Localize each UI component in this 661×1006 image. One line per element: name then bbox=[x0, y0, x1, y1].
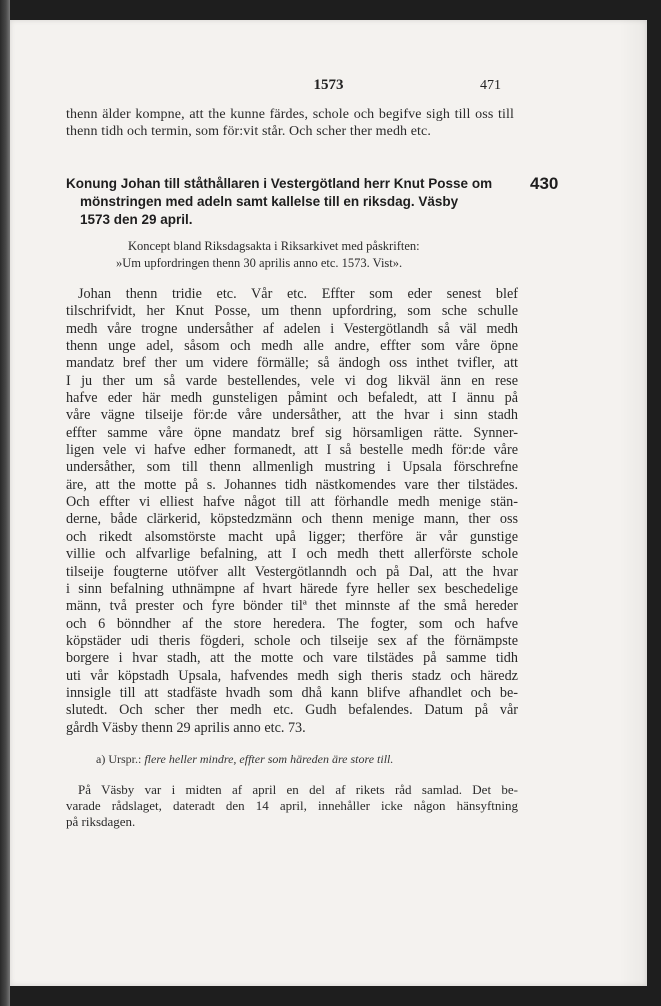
body-line: gårdh Väsby thenn 29 aprilis anno etc. 73. bbox=[66, 719, 306, 736]
body-line: mandatz bref ther um videre förmälle; så ändogh oss inthet tvifler, att bbox=[66, 355, 518, 372]
body-line: ligen vele vi hafve edher formanedt, att I så bestelle medh för:de våre bbox=[66, 442, 518, 459]
body-line: Och effter vi elliest hafve något till att förhandle medh menige stän- bbox=[66, 494, 518, 511]
heading-line: mönstringen med adeln samt kallelse till en riksdag. Väsby bbox=[80, 194, 459, 209]
commentary-line: på riksdagen. bbox=[66, 814, 136, 829]
body-line: villie och alfvarlige befalning, att I och medh thett allerförste schole bbox=[66, 546, 518, 563]
body-line: tilseije fougterne utöfver allt Vestergötlanndh och på Dal, att the hvar bbox=[66, 563, 518, 580]
body-line: medh våre trogne undersåther af adelen i Vestergötlandh så väl medh bbox=[66, 320, 518, 337]
commentary-line: På Väsby var i midten af april en del af rikets råd samlad. Det be- bbox=[78, 782, 518, 797]
body-line: hafve eder här medh gunsteligen påmint och befaledt, att I ännu på bbox=[66, 390, 518, 407]
scan-edge bbox=[0, 0, 10, 1006]
body-line: borgere i hvar stadh, att the motte och vare tilstädes på samme tidh bbox=[66, 650, 518, 667]
body-line: och rikedt alsomstörste macht upå ligger; therföre är vår gunstige bbox=[66, 528, 518, 545]
source-line: Koncept bland Riksdagsakta i Riksarkivet med påskriften: bbox=[128, 239, 420, 253]
body-line: effter samme våre öpne mandatz bref sig hörsamligen rätte. Synner- bbox=[66, 424, 518, 441]
body-line: männ, två prester och fyre bönder tilª thet minnste af the små hereder bbox=[66, 598, 518, 615]
intro-paragraph: thenn älder kompne, att the kunne färdes, schole och begifve sigh till oss till thenn tidh och termin, som för:vit står. Och scher ther medh etc. bbox=[66, 107, 514, 139]
footnote-label: a) Urspr.: bbox=[96, 752, 142, 766]
body-line: slutedt. Och scher ther medh etc. Gudh befalendes. Datum på vår bbox=[66, 702, 518, 719]
letter-body bbox=[66, 286, 518, 737]
page-header-year: 1573 bbox=[313, 77, 344, 93]
footnote-text: flere heller mindre, effter som häreden äre store till. bbox=[144, 752, 394, 766]
book-page bbox=[10, 20, 647, 986]
body-line: innsigle till att stadfäste hvadh som dhå kann blifve afhandlet och be- bbox=[66, 684, 518, 701]
document-number: 430 bbox=[530, 174, 559, 193]
body-line: derne, både clärkerid, köpstedzmänn och thenn menige mann, ther oss bbox=[66, 511, 518, 528]
footnote bbox=[96, 752, 516, 767]
page-number: 471 bbox=[480, 78, 501, 93]
body-line: våre vägne tilseije för:de våre undersåther, att the hvar i sinn stadh bbox=[66, 407, 518, 424]
commentary-paragraph bbox=[66, 782, 518, 830]
source-line: »Um upfordringen thenn 30 aprilis anno etc. 1573. Vist». bbox=[116, 256, 403, 270]
body-line: tilschrifvidt, her Knut Posse, um thenn upfordring, som sche schulle bbox=[66, 303, 518, 320]
body-line: äre, att the motte på s. Johannes tidh nästkomendes vare ther tilstädes. bbox=[66, 476, 518, 493]
source-note bbox=[116, 238, 518, 272]
body-line: thenn unge adel, såsom och medh alle andre, effter som våre öpne bbox=[66, 338, 518, 355]
document-heading bbox=[66, 175, 522, 229]
body-line: uti vår köpstadh Upsala, hafvendes medh sigh theris stadz och häredz bbox=[66, 667, 518, 684]
body-line: köpstäder udi theris fögderi, schole och tilseije sex af the förnämpste bbox=[66, 632, 518, 649]
body-line: undersåther, som till thenn allmenligh mustring i Upsala förschrefne bbox=[66, 459, 518, 476]
commentary-line: varade rådslaget, dateradt den 14 april, innehåller icke någon hänsyftning bbox=[66, 798, 518, 813]
heading-line: Konung Johan till ståthållaren i Vestergötland herr Knut Posse om bbox=[66, 176, 493, 191]
heading-line: 1573 den 29 april. bbox=[80, 212, 193, 227]
body-line: i sinn befalning uthnämpne af hvart härede fyre heller sex beschedelige bbox=[66, 580, 518, 597]
body-line: och 6 bönndher af the store heredera. The fogter, som och hafve bbox=[66, 615, 518, 632]
body-line: I ju ther um så varde bestellendes, vele vi dog likväl änn en rese bbox=[66, 372, 518, 389]
page-shadow bbox=[619, 20, 647, 986]
body-line: Johan thenn tridie etc. Vår etc. Effter som eder senest blef bbox=[78, 286, 518, 302]
